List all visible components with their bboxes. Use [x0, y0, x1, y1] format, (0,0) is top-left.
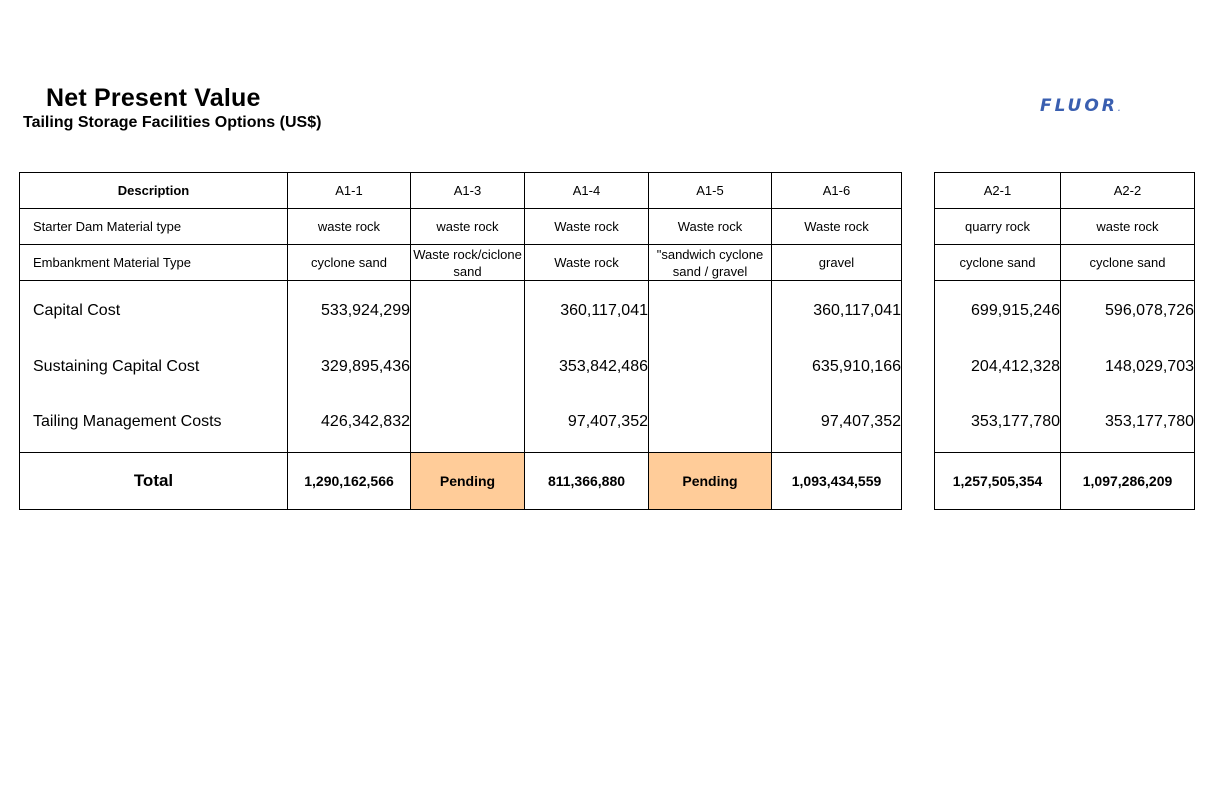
logo-mark: . [1117, 105, 1121, 113]
column-header: A1-5 [649, 173, 772, 209]
table-cell [649, 392, 772, 453]
table-cell: 353,842,486 [525, 341, 649, 392]
table-cell: Waste rock [772, 209, 902, 245]
table-cell: 353,177,780 [1061, 392, 1195, 453]
table-cell: "sandwich cyclone sand / gravel [649, 245, 772, 281]
column-header: A1-4 [525, 173, 649, 209]
header-row [20, 173, 902, 209]
table-cell: 699,915,246 [935, 281, 1061, 342]
table-cell: waste rock [411, 209, 525, 245]
table-cell: gravel [772, 245, 902, 281]
total-row [20, 453, 902, 510]
starter-dam-row [20, 209, 902, 245]
table-cell: 533,924,299 [288, 281, 411, 342]
table-cell: quarry rock [935, 209, 1061, 245]
column-header: A1-6 [772, 173, 902, 209]
table-cell: Waste rock [649, 209, 772, 245]
tailing-management-costs-row [935, 392, 1195, 453]
table-cell [411, 341, 525, 392]
table-cell: 635,910,166 [772, 341, 902, 392]
logo-text: FLUOR [1040, 96, 1118, 116]
row-label: Starter Dam Material type [20, 209, 288, 245]
starter-dam-row [935, 209, 1195, 245]
total-cell: 1,257,505,354 [935, 453, 1061, 510]
embankment-row [935, 245, 1195, 281]
fluor-logo [1040, 96, 1121, 116]
table-cell: Waste rock [525, 209, 649, 245]
table-cell: 97,407,352 [772, 392, 902, 453]
column-header: A2-1 [935, 173, 1061, 209]
pending-cell: Pending [649, 453, 772, 510]
table-cell: cyclone sand [935, 245, 1061, 281]
table-cell: 353,177,780 [935, 392, 1061, 453]
table-cell: 426,342,832 [288, 392, 411, 453]
table-cell [411, 281, 525, 342]
npv-table-a1 [19, 172, 902, 510]
table-cell: 204,412,328 [935, 341, 1061, 392]
table-cell: waste rock [1061, 209, 1195, 245]
capital-cost-row [935, 281, 1195, 342]
table-cell: 329,895,436 [288, 341, 411, 392]
table-cell: cyclone sand [288, 245, 411, 281]
table-cell: 596,078,726 [1061, 281, 1195, 342]
tailing-management-costs-row [20, 392, 902, 453]
column-header: A1-3 [411, 173, 525, 209]
table-cell: 97,407,352 [525, 392, 649, 453]
header-row [935, 173, 1195, 209]
table-cell: Waste rock/ciclone sand [411, 245, 525, 281]
table-cell: 148,029,703 [1061, 341, 1195, 392]
column-header: A1-1 [288, 173, 411, 209]
capital-cost-row [20, 281, 902, 342]
total-cell: 811,366,880 [525, 453, 649, 510]
page-subtitle: Tailing Storage Facilities Options (US$) [23, 114, 322, 131]
total-cell: 1,097,286,209 [1061, 453, 1195, 510]
table-cell: cyclone sand [1061, 245, 1195, 281]
row-label: Capital Cost [20, 281, 288, 342]
row-label: Tailing Management Costs [20, 392, 288, 453]
row-label: Embankment Material Type [20, 245, 288, 281]
total-row [935, 453, 1195, 510]
table-cell: 360,117,041 [525, 281, 649, 342]
embankment-row [20, 245, 902, 281]
total-cell: 1,093,434,559 [772, 453, 902, 510]
pending-cell: Pending [411, 453, 525, 510]
description-header: Description [20, 173, 288, 209]
npv-table-a2 [934, 172, 1195, 510]
sustaining-capital-cost-row [935, 341, 1195, 392]
table-cell: waste rock [288, 209, 411, 245]
row-label: Sustaining Capital Cost [20, 341, 288, 392]
row-label: Total [20, 453, 288, 510]
table-cell [649, 281, 772, 342]
column-header: A2-2 [1061, 173, 1195, 209]
table-cell: 360,117,041 [772, 281, 902, 342]
sustaining-capital-cost-row [20, 341, 902, 392]
table-cell [411, 392, 525, 453]
table-cell [649, 341, 772, 392]
page-title: Net Present Value [46, 84, 261, 112]
total-cell: 1,290,162,566 [288, 453, 411, 510]
table-cell: Waste rock [525, 245, 649, 281]
